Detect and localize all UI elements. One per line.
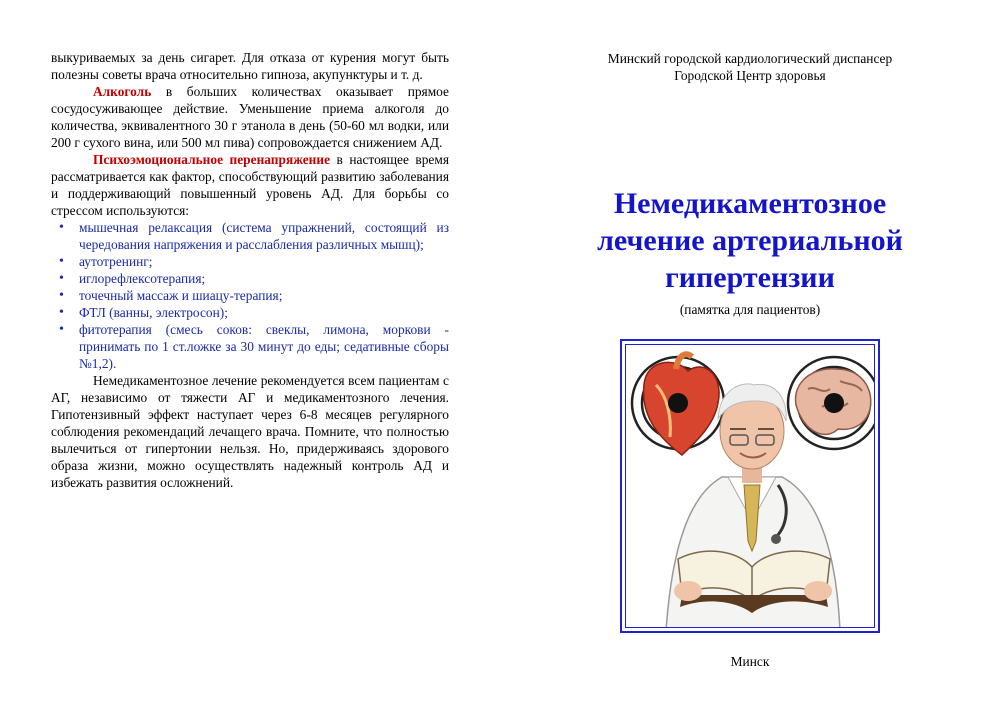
organization-header xyxy=(560,50,940,84)
list-item: • фитотерапия (смесь соков: свеклы, лимона, моркови - принимать по 1 ст.ложке за 30 минут до еды; седативные сборы №1,2). xyxy=(79,321,449,372)
stress-text: в настоящее время рассматривается как фактор, способствующий развитию заболевания и поддерживающий повышенный уровень АД. Для борьбы со стрессом используются: xyxy=(51,152,449,218)
brain-icon xyxy=(788,357,875,449)
list-item: • иглорефлексотерапия; xyxy=(79,270,449,287)
brochure-title xyxy=(560,185,940,296)
alcohol-term: Алкоголь xyxy=(93,84,152,99)
brochure-subtitle: (памятка для пациентов) xyxy=(679,302,821,317)
illustration-frame xyxy=(620,339,880,633)
list-item: • ФТЛ (ванны, электросон); xyxy=(79,304,449,321)
title-line-3: гипертензии xyxy=(665,261,835,294)
list-item: • аутотренинг; xyxy=(79,253,449,270)
title-line-1: Немедикаментозное xyxy=(613,187,887,220)
paragraph-smoking: выкуриваемых за день сигарет. Для отказа от курения могут быть полезны советы врача относительно гипноза, акупунктуры и т. д. xyxy=(51,50,449,82)
illustration xyxy=(625,344,875,628)
org-line-2: Городской Центр здоровья xyxy=(674,68,826,83)
alcohol-text: в больших количествах оказывает прямое сосудосуживающее действие. Уменьшение приема алкоголя до количества, эквивалентного 30 г этанола в день (50-60 мл водки, или 200 г сухого вина, или 500 мл пива) сопровождается снижением АД. xyxy=(51,84,449,150)
org-line-1: Минский городской кардиологический диспансер xyxy=(607,51,893,66)
list-item: • точечный массаж и шиацу-терапия; xyxy=(79,287,449,304)
paragraph-conclusion: Немедикаментозное лечение рекомендуется всем пациентам с АГ, независимо от тяжести АГ и медикаментозного лечения. Гипотензивный эффект наступает через 6-8 месяцев регулярного соблюдения рекомендаций лечащего врача. Помните, что полностью вылечиться от гипертонии нельзя. Но, придерживаясь здорового образа жизни, можно осуществлять надежный контроль АД и избежать развития осложнений. xyxy=(51,373,449,490)
stress-term: Психоэмоциональное перенапряжение xyxy=(93,152,331,167)
heart-icon xyxy=(632,354,724,455)
paragraph-alcohol xyxy=(51,83,449,151)
doctor-illustration xyxy=(626,345,875,628)
paragraph-stress xyxy=(51,151,449,219)
left-column xyxy=(51,49,449,491)
stress-methods-list xyxy=(51,219,449,372)
city-footer: Минск xyxy=(730,654,770,669)
list-item: • мышечная релаксация (система упражнений, состоящий из чередования напряжения и расслабления различных мышц); xyxy=(79,219,449,253)
title-line-2: лечение артериальной xyxy=(597,224,903,257)
